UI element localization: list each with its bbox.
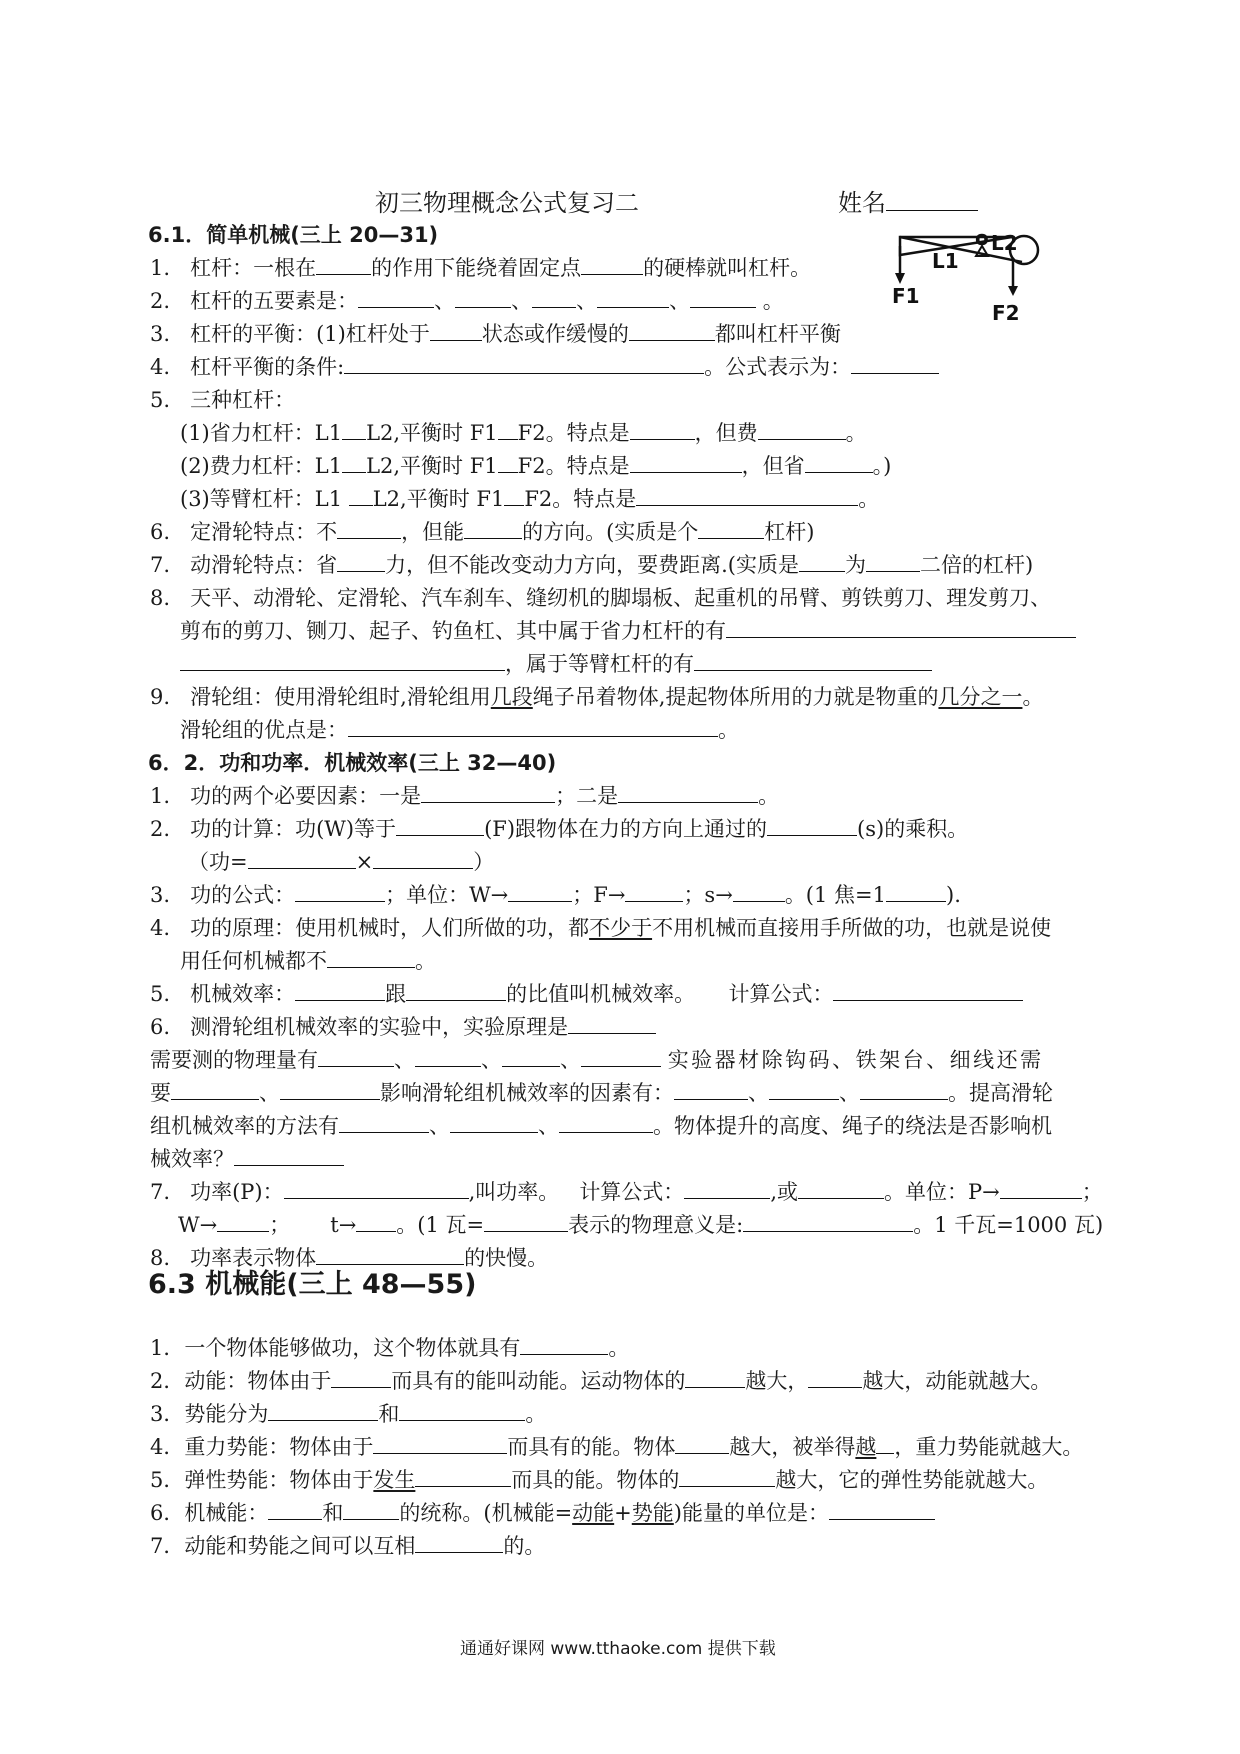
blank[interactable] [733, 881, 785, 902]
blank[interactable] [348, 716, 718, 737]
f2-arrowhead [1008, 286, 1018, 296]
blank[interactable] [415, 1532, 503, 1553]
question-6-1-8-line3: ，属于等臂杠杆的有 [180, 650, 932, 678]
blank[interactable] [769, 1079, 839, 1100]
blank[interactable] [344, 353, 704, 374]
blank[interactable] [808, 1367, 862, 1388]
blank[interactable] [508, 881, 572, 902]
section-heading-6-3: 6.3 机械能(三上 48—55) [148, 1269, 477, 1300]
blank[interactable] [337, 551, 385, 572]
blank[interactable] [694, 650, 932, 671]
f1-arrowhead [895, 273, 905, 284]
blank[interactable] [498, 452, 518, 473]
blank[interactable] [430, 320, 482, 341]
question-6-3-5: 5．弹性势能：物体由于发生 而具的能。物体的 越大，它的弹性势能就越大。 [150, 1468, 1049, 1492]
blank[interactable] [295, 881, 385, 902]
blank[interactable] [597, 287, 669, 308]
blank[interactable] [339, 1112, 429, 1133]
blank[interactable] [829, 1499, 935, 1520]
q-num: 8. [150, 586, 171, 610]
blank[interactable] [464, 518, 522, 539]
blank[interactable] [625, 881, 683, 902]
q-num: 2. [150, 289, 171, 313]
blank[interactable] [343, 1499, 399, 1520]
blank[interactable] [767, 815, 857, 836]
blank[interactable] [690, 287, 756, 308]
lever-diagram [892, 228, 1072, 330]
blank[interactable] [685, 1367, 745, 1388]
question-6-2-6-line4: 组机械效率的方法有 、 、 。物体提升的高度、绳子的绕法是否影响机 [150, 1114, 1052, 1138]
question-6-2-6: 6. 测滑轮组机械效率的实验中，实验原理是 [150, 1013, 656, 1041]
question-6-1-5-3: (3)等臂杠杆：L1 L2,平衡时 F1 F2。特点是 。 [180, 487, 880, 511]
q-num: 1. [150, 784, 171, 808]
question-6-2-6-line5: 械效率？ [150, 1145, 344, 1173]
q-num: 1. [150, 256, 171, 280]
blank[interactable] [415, 1466, 511, 1487]
q-num: 5. [150, 982, 171, 1006]
question-6-1-4: 4. 杠杆平衡的条件: 。公式表示为： [150, 353, 939, 381]
page-title: 初三物理概念公式复习二 [375, 189, 639, 217]
q-num: 9. [150, 685, 171, 709]
blank[interactable] [743, 1211, 913, 1232]
question-6-1-2: 2. 杠杆的五要素是： 、 、 、 、 。 [150, 289, 784, 313]
blank[interactable] [684, 1178, 770, 1199]
blank[interactable] [248, 848, 356, 869]
question-6-1-1: 1. 杠杆：一根在 的作用下能绕着固定点 的硬棒就叫杠杆。 [150, 256, 812, 280]
question-6-1-7: 7. 动滑轮特点：省 力，但不能改变动力方向，要费距离.(实质是 为 二倍的杠杆) [150, 553, 1034, 577]
question-6-1-5: 5. 三种杠杆： [150, 388, 296, 412]
question-6-1-9: 9. 滑轮组：使用滑轮组时,滑轮组用几段绳子吊着物体,提起物体所用的力就是物重的几分之一。 [150, 685, 1044, 709]
question-6-3-6: 6．机械能： 和 的统称。(机械能=动能+势能)能量的单位是： [150, 1499, 935, 1527]
section-heading-6-2: 6．2．功和功率．机械效率(三上 32—40) [148, 751, 557, 775]
blank[interactable] [726, 617, 1076, 638]
q-num: 3. [150, 883, 171, 907]
section-heading-6-1: 6.1．简单机械(三上 20—31) [148, 223, 439, 247]
label-l2: L2 [991, 231, 1018, 255]
question-6-1-6: 6. 定滑轮特点：不 ，但能 的方向。(实质是个 杠杆) [150, 520, 815, 544]
q-num: 6. [150, 520, 171, 544]
question-6-3-3: 3．势能分为 和 。 [150, 1402, 547, 1426]
blank[interactable] [568, 1013, 656, 1034]
blank[interactable] [373, 1433, 507, 1454]
blank[interactable] [318, 1046, 394, 1067]
q-num: 7. [150, 553, 171, 577]
blank[interactable] [630, 419, 695, 440]
blank[interactable] [406, 980, 506, 1001]
blank[interactable] [698, 518, 764, 539]
blank[interactable] [502, 1046, 560, 1067]
blank[interactable] [171, 1079, 259, 1100]
blank[interactable] [399, 1400, 525, 1421]
blank[interactable] [675, 1433, 729, 1454]
question-6-2-3: 3. 功的公式： ；单位：W→ ；F→ ；s→ 。(1 焦=1 ). [150, 883, 961, 907]
label-f2: F2 [992, 301, 1020, 325]
blank[interactable] [630, 452, 742, 473]
blank[interactable] [356, 1211, 396, 1232]
question-6-2-2-line2: （功= × ） [188, 850, 495, 874]
question-6-3-2: 2．动能：物体由于 而具有的能叫动能。运动物体的 越大， 越大，动能就越大。 [150, 1369, 1052, 1393]
blank[interactable] [342, 452, 366, 473]
footer-credit: 通通好课网 www.tthaoke.com 提供下载 [460, 1639, 776, 1659]
blank[interactable] [581, 254, 643, 275]
question-6-1-8: 8. 天平、动滑轮、定滑轮、汽车刹车、缝纫机的脚塌板、起重机的吊臂、剪铁剪刀、理发剪刀、 [150, 586, 1052, 610]
question-6-1-8-line2: 剪布的剪刀、铡刀、起子、钓鱼杠、其中属于省力杠杆的有 [180, 617, 1076, 645]
blank[interactable] [217, 1211, 269, 1232]
blank[interactable] [758, 419, 846, 440]
blank[interactable] [342, 419, 366, 440]
blank[interactable] [798, 1178, 884, 1199]
name-field [838, 183, 978, 218]
blank[interactable] [421, 782, 555, 803]
blank[interactable] [316, 254, 371, 275]
blank[interactable] [866, 551, 920, 572]
question-6-2-6-line3: 要 、 影响滑轮组机械效率的因素有： 、 、 。提高滑轮 [150, 1081, 1053, 1105]
q-num: 5. [150, 388, 171, 412]
question-6-2-7: 7. 功率(P)： ,叫功率。 计算公式： ,或 。单位：P→ ； [150, 1180, 1103, 1204]
question-6-1-3: 3. 杠杆的平衡：(1)杠杆处于 状态或作缓慢的 都叫杠杆平衡 [150, 322, 841, 346]
blank[interactable] [450, 1112, 538, 1133]
blank[interactable] [396, 815, 484, 836]
question-6-1-5-1: (1)省力杠杆：L1 L2,平衡时 F1 F2。特点是 ，但费 。 [180, 421, 867, 445]
blank[interactable] [498, 419, 518, 440]
question-6-1-9-line2: 滑轮组的优点是： 。 [180, 718, 739, 742]
blank[interactable] [581, 1046, 661, 1067]
blank[interactable] [1000, 1178, 1082, 1199]
name-label: 姓名 [838, 189, 886, 217]
blank[interactable] [349, 485, 373, 506]
blank[interactable] [629, 320, 715, 341]
label-l1: L1 [932, 249, 959, 273]
blank[interactable] [484, 1211, 568, 1232]
question-6-3-7: 7．动能和势能之间可以互相 的。 [150, 1534, 546, 1558]
q-num: 7. [150, 1180, 171, 1204]
blank[interactable] [268, 1499, 322, 1520]
blank[interactable] [455, 287, 511, 308]
q-num: 8. [150, 1246, 171, 1270]
question-6-2-5: 5. 机械效率： 跟 的比值叫机械效率。 计算公式： [150, 980, 1023, 1008]
blank[interactable] [295, 980, 385, 1001]
blank[interactable] [373, 848, 473, 869]
blank[interactable] [331, 1367, 391, 1388]
label-o: o [975, 228, 989, 250]
blank[interactable] [415, 1046, 481, 1067]
q-num: 6. [150, 1015, 171, 1039]
q-num: 2. [150, 817, 171, 841]
question-6-3-1: 1．一个物体能够做功，这个物体就具有 。 [150, 1336, 630, 1360]
blank[interactable] [234, 1145, 344, 1166]
blank[interactable] [851, 353, 939, 374]
blank[interactable] [337, 518, 401, 539]
blank[interactable] [636, 485, 858, 506]
blank[interactable] [833, 980, 1023, 1001]
blank[interactable] [559, 1112, 653, 1133]
blank[interactable] [520, 1334, 608, 1355]
blank[interactable] [280, 1079, 380, 1100]
blank[interactable] [674, 1079, 748, 1100]
blank[interactable] [358, 287, 434, 308]
question-6-2-2: 2. 功的计算：功(W)等于 (F)跟物体在力的方向上通过的 (s)的乘积。 [150, 817, 969, 841]
blank[interactable] [799, 551, 845, 572]
blank[interactable] [876, 1433, 894, 1454]
name-blank[interactable] [886, 190, 978, 211]
blank[interactable] [268, 1400, 378, 1421]
blank[interactable] [805, 452, 873, 473]
question-6-2-8: 8. 功率表示物体 的快慢。 [150, 1246, 549, 1270]
question-6-1-5-2: (2)费力杠杆：L1 L2,平衡时 F1 F2。特点是 ，但省 。) [180, 454, 892, 478]
question-6-3-4: 4．重力势能：物体由于 而具有的能。物体 越大，被举得越 ，重力势能就越大。 [150, 1435, 1084, 1459]
q-num: 4. [150, 355, 171, 379]
q-num: 4. [150, 916, 171, 940]
question-6-2-7-line2: W→ ； t→ 。(1 瓦= 表示的物理意义是: 。1 千瓦=1000 瓦) [178, 1213, 1104, 1237]
question-6-2-6-line2: 需要测的物理量有 、 、 、 实验器材除钩码、铁架台、细线还需 [150, 1048, 1044, 1072]
blank[interactable] [679, 1466, 775, 1487]
blank[interactable] [327, 947, 415, 968]
blank[interactable] [180, 650, 505, 671]
q-num: 3. [150, 322, 171, 346]
blank[interactable] [860, 1079, 948, 1100]
blank[interactable] [618, 782, 758, 803]
label-f1: F1 [892, 284, 920, 308]
blank[interactable] [504, 485, 524, 506]
blank[interactable] [284, 1178, 469, 1199]
question-6-2-1: 1. 功的两个必要因素：一是 ；二是 。 [150, 784, 780, 808]
blank[interactable] [532, 287, 576, 308]
blank[interactable] [886, 881, 946, 902]
question-6-2-4: 4. 功的原理：使用机械时，人们所做的功，都不少于不用机械而直接用手所做的功，也就是说使 [150, 916, 1052, 940]
question-6-2-4-line2: 用任何机械都不 。 [180, 949, 436, 973]
